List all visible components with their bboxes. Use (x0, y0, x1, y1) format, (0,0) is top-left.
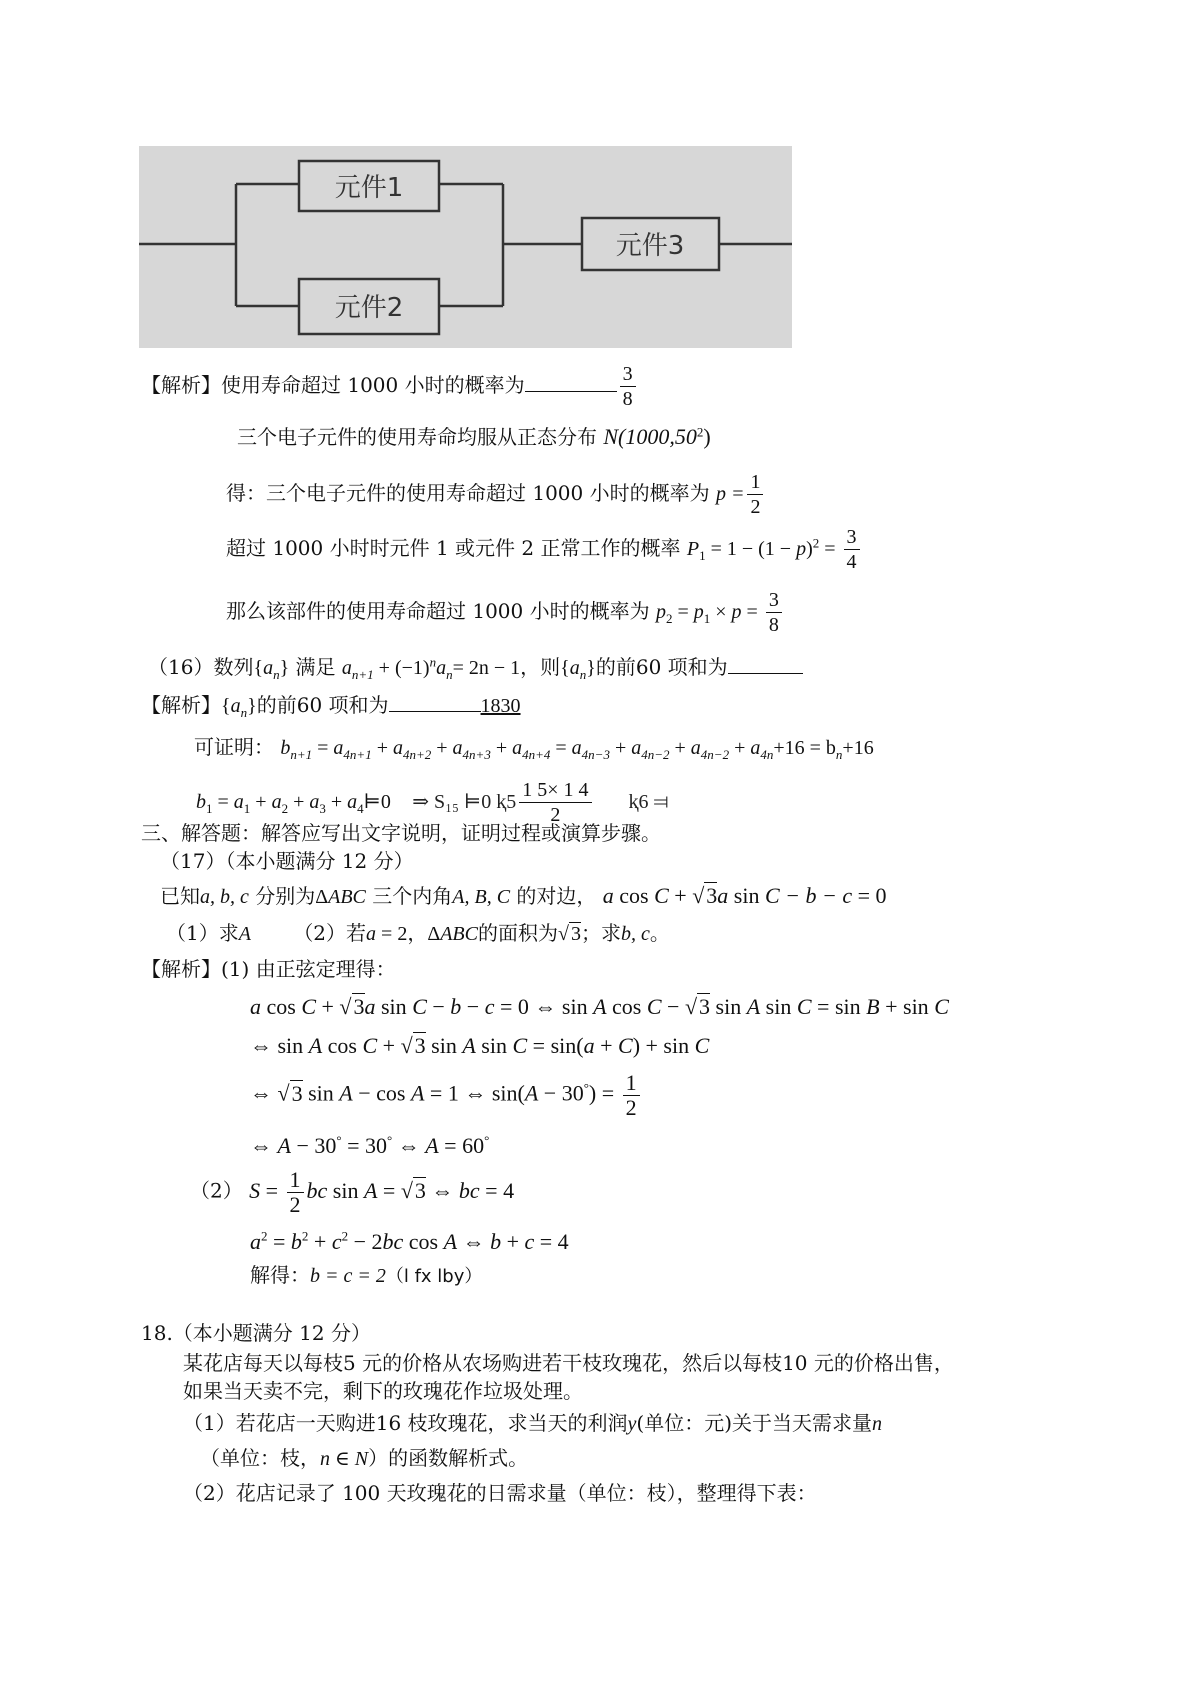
q15-line2: 得：三个电子元件的使用寿命超过 1000 小时的概率为 p = $\frac{1}{2}$ (226, 470, 766, 519)
q17-title: （17）（本小题满分 12 分） (160, 849, 414, 873)
q17-eq4: ⇔ A − 30° = 30° ⇔ A = 60° (250, 1132, 490, 1158)
q17-eq6: $a^2 = b^2 + c^2 - 2bc$ cos A ⇔ b + c = 4 (250, 1228, 569, 1254)
q16-garbled-fraction: $\frac{1 5\times 1 4}{2}$ (519, 778, 591, 827)
q16-answer-value: 1830 (480, 695, 521, 717)
q15-line3: 超过 1000 小时时元件 1 或元件 2 正常工作的概率 $P_1 = 1 - (1 - p)^2$ = $\frac{3}{4}$ (226, 525, 863, 574)
q15-line1: 三个电子元件的使用寿命均服从正态分布 N(1000,50$^2$) (237, 424, 711, 449)
q15-answer-line (141, 362, 639, 411)
circuit-diagram (139, 146, 792, 348)
q17-solution-heading: 【解析】(1) 由正弦定理得： (141, 957, 396, 981)
q17-given: 已知a, b, c 分别为ΔABC 三个内角A, B, C 的对边， a cos C + √3a sin C − b − c = 0 (160, 883, 887, 908)
q16-answer-line: 【解析】$\{a_n\}$的前60 项和为 1830 (141, 693, 521, 720)
component3-label: 元件3 (615, 231, 685, 261)
q16-garbled-line: $b_1 = a_1 + a_2 + a_3$ + $a_4⊨0$ ⇒ S₁₅ ⊨0 ⱪ5 $\frac{1 5\times 1 4}{2}$ ⱪ6 ⫤ (196, 779, 669, 826)
analysis-tag: 【解析】 (141, 957, 221, 981)
analysis-tag: 【解析】 (141, 693, 221, 717)
q17-final: 解得：b = c = 2（l fx lby） (250, 1263, 483, 1287)
circuit-diagram-svg (139, 146, 792, 348)
component1-label: 元件1 (334, 173, 404, 203)
section3-heading: 三、解答题：解答应写出文字说明，证明过程或演算步骤。 (141, 821, 661, 845)
q18-part1: （1）若花店一天购进16 枝玫瑰花，求当天的利润y(单位：元)关于当天需求量n (183, 1411, 883, 1435)
q17-eq3: ⇔ √3 sin A − cos A = 1 ⇔ sin(A − 30°) = $\frac{1}{2}$ (250, 1071, 643, 1120)
q15-line2-fraction: $\frac{1}{2}$ (747, 470, 763, 519)
q18-part2: （2）花店记录了 100 天玫瑰花的日需求量（单位：枝），整理得下表： (183, 1481, 817, 1505)
q15-answer-label: 使用寿命超过 1000 小时的概率为 (221, 373, 525, 397)
q17-eq5: （2） S = $\frac{1}{2}$ bc sin A = √3 ⇔ bc = 4 (190, 1167, 515, 1217)
analysis-tag: 【解析】 (141, 373, 221, 397)
q15-line4-fraction: $\frac{3}{8}$ (766, 588, 782, 637)
q18-para2: 如果当天卖不完，剩下的玫瑰花作垃圾处理。 (183, 1379, 583, 1403)
q15-line3-fraction: $\frac{3}{4}$ (844, 525, 860, 574)
q15-answer-fraction: $\frac{3}{8}$ (620, 362, 636, 411)
q17-eq2: ⇔ sin A cos C + √3 sin A sin C = sin(a + C) + sin C (250, 1033, 710, 1058)
q18-title: 18.（本小题满分 12 分） (141, 1321, 371, 1345)
q16-answer-blank (728, 673, 803, 674)
q15-line4: 那么该部件的使用寿命超过 1000 小时的概率为 $p_2 = p_1 \times p$ = $\frac{3}{8}$ (226, 588, 785, 637)
q17-parts: （1）求A （2）若a = 2，ΔABC的面积为√ 3；求b, c。 (166, 921, 670, 945)
answer-blank (525, 391, 617, 392)
q17-eq1: a cos C + √3a sin C − b − c = 0 ⇔ sin A cos C − √3 sin A sin C = sin B + sin C (250, 994, 949, 1019)
component2-label: 元件2 (334, 293, 404, 323)
q16-proof-line: 可证明： $b_{n+1} = a_{4n+1} + a_{4n+2} + a_{4n+3} + a_{4n+4} = a_{4n-3} + a_{4n-2} + a_{4n-2} + a_{4n}+16 = b_n+16$ (194, 735, 874, 762)
q18-para1: 某花店每天以每枝5 元的价格从农场购进若干枝玫瑰花，然后以每枝10 元的价格出售， (183, 1351, 954, 1375)
q18-part1-cont: （单位：枝，n ∈ N）的函数解析式。 (200, 1446, 529, 1470)
q16-question: （16）数列$\{a_n\}$ 满足 $a_{n+1} + (-1)^na_n= 2n - 1$，则$\{a_n\}$的前60 项和为 (148, 654, 803, 681)
